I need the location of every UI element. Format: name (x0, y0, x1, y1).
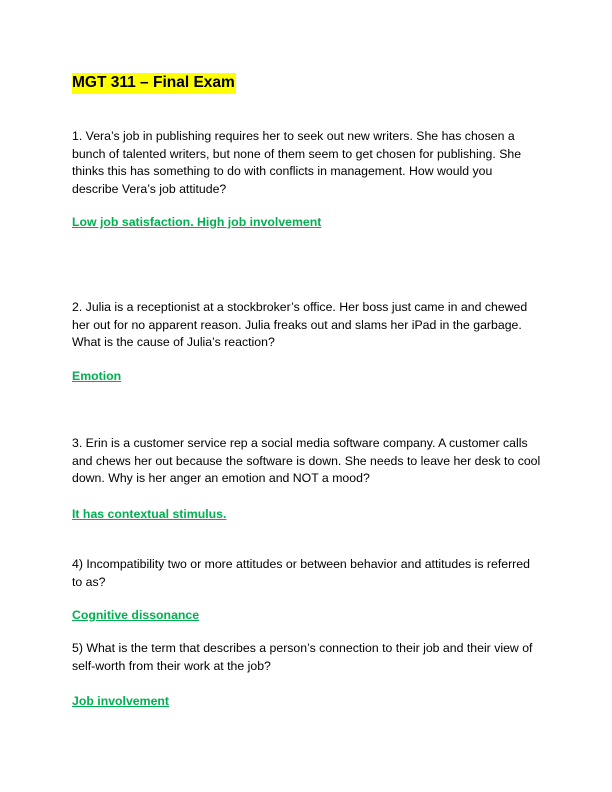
question-4: 4) Incompatibility two or more attitudes or between behavior and attitudes is referred to as? (72, 557, 530, 589)
answer-2: Emotion (72, 369, 122, 383)
answer-5: Job involvement (72, 694, 170, 708)
answer-1: Low job satisfaction. High job involvement (72, 215, 322, 229)
question-2: 2. Julia is a receptionist at a stockbroker’s office. Her boss just came in and chewed her out for no apparent reason. Julia freaks out and slams her iPad in the garbage. What is the cause of Julia’s reaction? (72, 300, 528, 349)
answer-4: Cognitive dissonance (72, 608, 200, 622)
question-3: 3. Erin is a customer service rep a social media software company. A customer calls and chews her out because the software is down. She needs to leave her desk to cool down. Why is her anger an emotion and NOT a mood? (72, 436, 541, 485)
question-5: 5) What is the term that describes a person’s connection to their job and their view of self-worth from their work at the job? (72, 641, 533, 673)
answer-3: It has contextual stimulus. (72, 507, 227, 521)
question-1: 1. Vera’s job in publishing requires her to seek out new writers. She has chosen a bunch of talented writers, but none of them seem to get chosen for publishing. She thinks this has something to do with conflicts in management. How would you describe Vera’s job attitude? (72, 129, 522, 196)
exam-title: MGT 311 – Final Exam (72, 73, 236, 94)
